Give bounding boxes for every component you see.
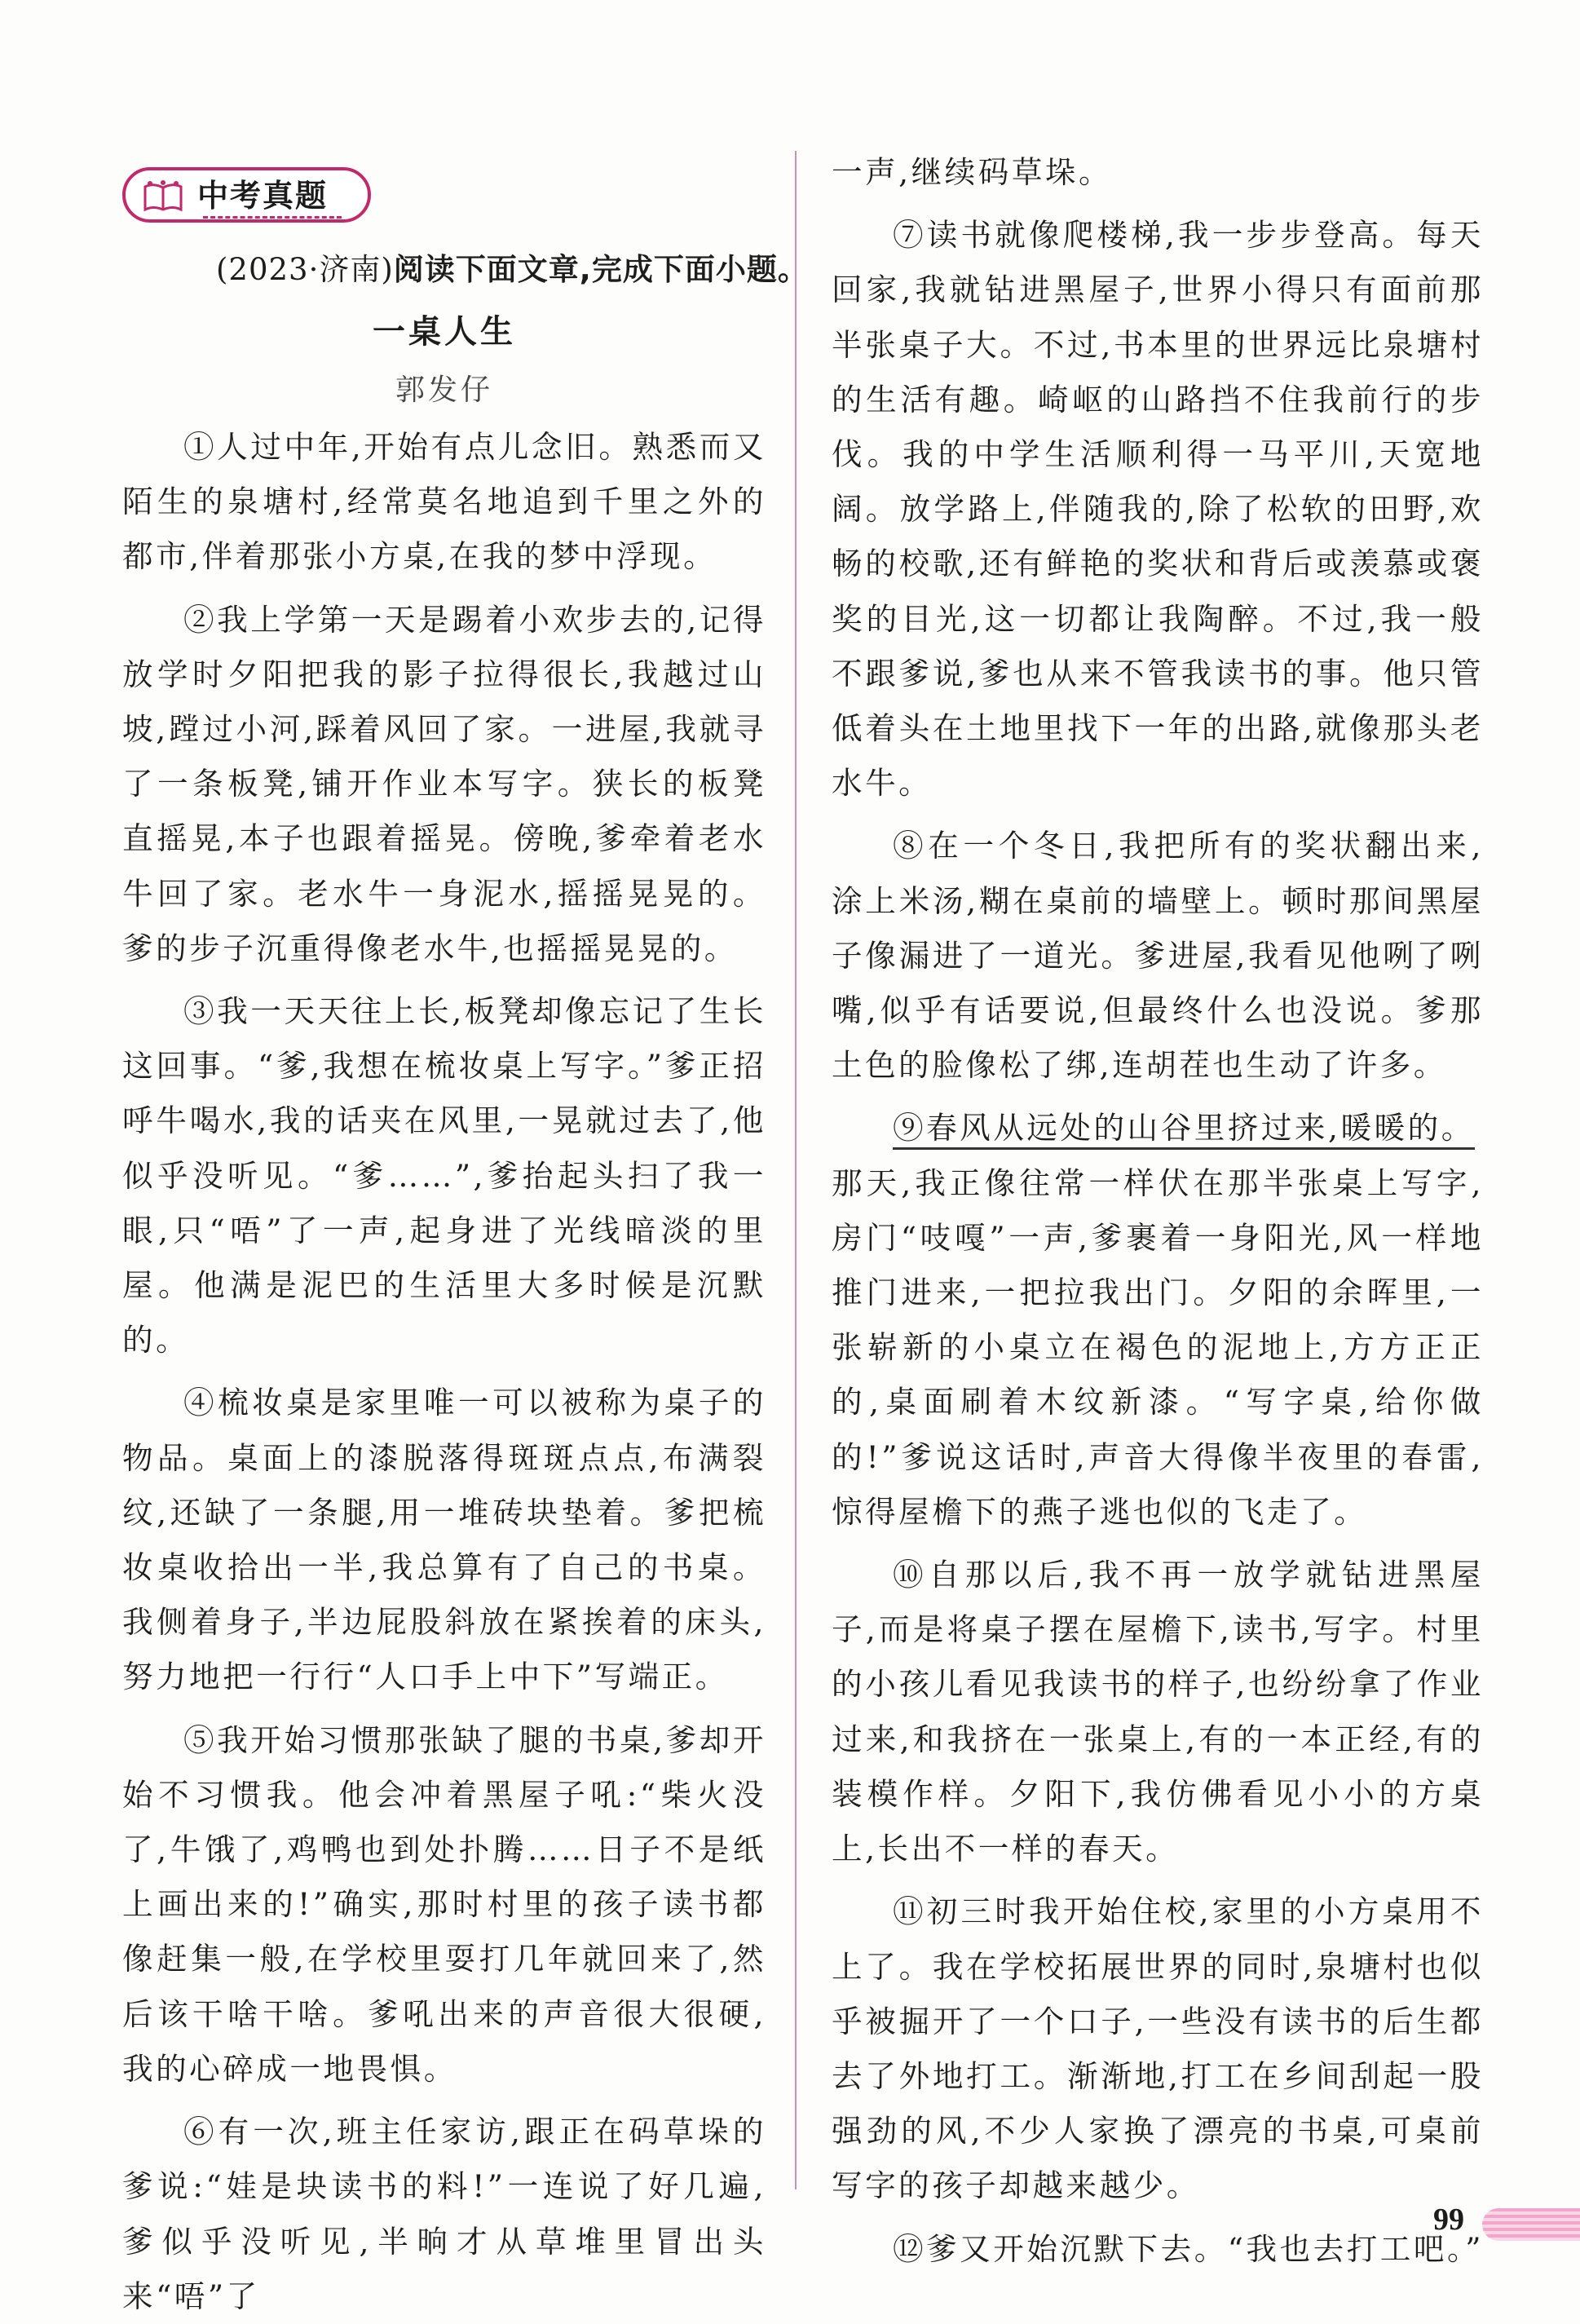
section-badge-label: 中考真题 (197, 178, 329, 214)
article-author: 郭发仔 (395, 373, 493, 407)
paragraph-6-continued: 一声,继续码草垛。 (832, 154, 1113, 190)
paragraph-10: ⑩自那以后,我不再一放学就钻进黑屋子,而是将桌子摆在屋檐下,读书,写字。村里的小孩儿看见我读书的样子,也纷纷拿了作业过来,和我挤在一张桌上,有的一本正经,有的装模作样。夕阳下,我仿佛看见小小的方桌上,长出不一样的春天。 (832, 1557, 1484, 1867)
paragraph-11: ⑪初三时我开始住校,家里的小方桌用不上了。我在学校拓展世界的同时,泉塘村也似乎被掘开了一个口子,一些没有读书的后生都去了外地打工。渐渐地,打工在乡间刮起一股强劲的风,不少人家换了漂亮的书桌,可桌前写字的孩子却越来越少。 (832, 1893, 1484, 2204)
question-instruction: 阅读下面文章,完成下面小题。 (393, 252, 809, 287)
underlined-sentence: ⑨春风从远处的山谷里挤过来,暖暖的。 (893, 1110, 1475, 1150)
paragraph-4: ④梳妆桌是家里唯一可以被称为桌子的物品。桌面上的漆脱落得斑斑点点,布满裂纹,还缺了一条腿,用一堆砖块垫着。爹把梳妆桌收拾出一半,我总算有了自己的书桌。我侧着身子,半边屁股斜放在紧挨着的床头,努力地把一行行“人口手上中下”写端正。 (122, 1385, 766, 1695)
column-divider (795, 151, 797, 2189)
page-edge-tab (1482, 2208, 1580, 2241)
paragraph-8: ⑧在一个冬日,我把所有的奖状翻出来,涂上米汤,糊在桌前的墙壁上。顿时那间黑屋子像漏进了一道光。爹进屋,我看见他咧了咧嘴,似乎有话要说,但最终什么也没说。爹那土色的脸像松了绑,连胡茬也生动了许多。 (832, 828, 1484, 1084)
question-source: (2023·济南) (216, 252, 394, 287)
paragraph-9-body: 那天,我正像往常一样伏在那半张桌上写字,房门“吱嘎”一声,爹裹着一身阳光,风一样地推门进来,一把拉我出门。夕阳的余晖里,一张崭新的小桌立在褐色的泥地上,方方正正的,桌面刷着木纹新漆。“写字桌,给你做的!”爹说这话时,声音大得像半夜里的春雷,惊得屋檐下的燕子逃也似的飞走了。 (832, 1164, 1484, 1530)
paragraph-7: ⑦读书就像爬楼梯,我一步步登高。每天回家,我就钻进黑屋子,世界小得只有面前那半张桌子大。不过,书本里的世界远比泉塘村的生活有趣。崎岖的山路挡不住我前行的步伐。我的中学生活顺利得一马平川,天宽地阔。放学路上,伴随我的,除了松软的田野,欢畅的校歌,还有鲜艳的奖状和背后或羡慕或褒奖的目光,这一切都让我陶醉。不过,我一般不跟爹说,爹也从来不管我读书的事。他只管低着头在土地里找下一年的出路,就像那头老水牛。 (832, 217, 1484, 802)
paragraph-1: ①人过中年,开始有点儿念旧。熟悉而又陌生的泉塘村,经常莫名地追到千里之外的都市,伴着那张小方桌,在我的梦中浮现。 (122, 429, 766, 575)
left-column (122, 420, 766, 2314)
paragraph-6: ⑥有一次,班主任家访,跟正在码草垛的爹说:“娃是块读书的料!”一连说了好几遍,爹似乎没听见,半晌才从草堆里冒出头来“唔”了 (122, 2114, 766, 2314)
badge-dashes (203, 216, 342, 219)
paragraph-12: ⑫爹又开始沉默下去。“我也去打工吧。” (893, 2230, 1484, 2267)
open-book-icon (142, 180, 184, 213)
page-number: 99 (1433, 2202, 1464, 2237)
section-badge (122, 167, 371, 223)
question-prompt (216, 245, 809, 289)
right-column (832, 145, 1484, 2277)
paragraph-5: ⑤我开始习惯那张缺了腿的书桌,爹却开始不习惯我。他会冲着黑屋子吼:“柴火没了,牛饿了,鸡鸭也到处扑腾……日子不是纸上画出来的!”确实,那时村里的孩子读书都像赶集一般,在学校里耍打几年就回来了,然后该干啥干啥。爹吼出来的声音很大很硬,我的心碎成一地畏惧。 (122, 1721, 766, 2087)
paragraph-9 (832, 1101, 1484, 1155)
article-title: 一桌人生 (373, 313, 516, 351)
paragraph-3: ③我一天天往上长,板凳却像忘记了生长这回事。“爹,我想在梳妆桌上写字。”爹正招呼牛喝水,我的话夹在风里,一晃就过去了,他似乎没听见。“爹……”,爹抬起头扫了我一眼,只“唔”了一声,起身进了光线暗淡的里屋。他满是泥巴的生活里大多时候是沉默的。 (122, 993, 766, 1359)
paragraph-2: ②我上学第一天是踢着小欢步去的,记得放学时夕阳把我的影子拉得很长,我越过山坡,蹚过小河,踩着风回了家。一进屋,我就寻了一条板凳,铺开作业本写字。狭长的板凳直摇晃,本子也跟着摇晃。傍晚,爹牵着老水牛回了家。老水牛一身泥水,摇摇晃晃的。爹的步子沉重得像老水牛,也摇摇晃晃的。 (122, 601, 766, 966)
